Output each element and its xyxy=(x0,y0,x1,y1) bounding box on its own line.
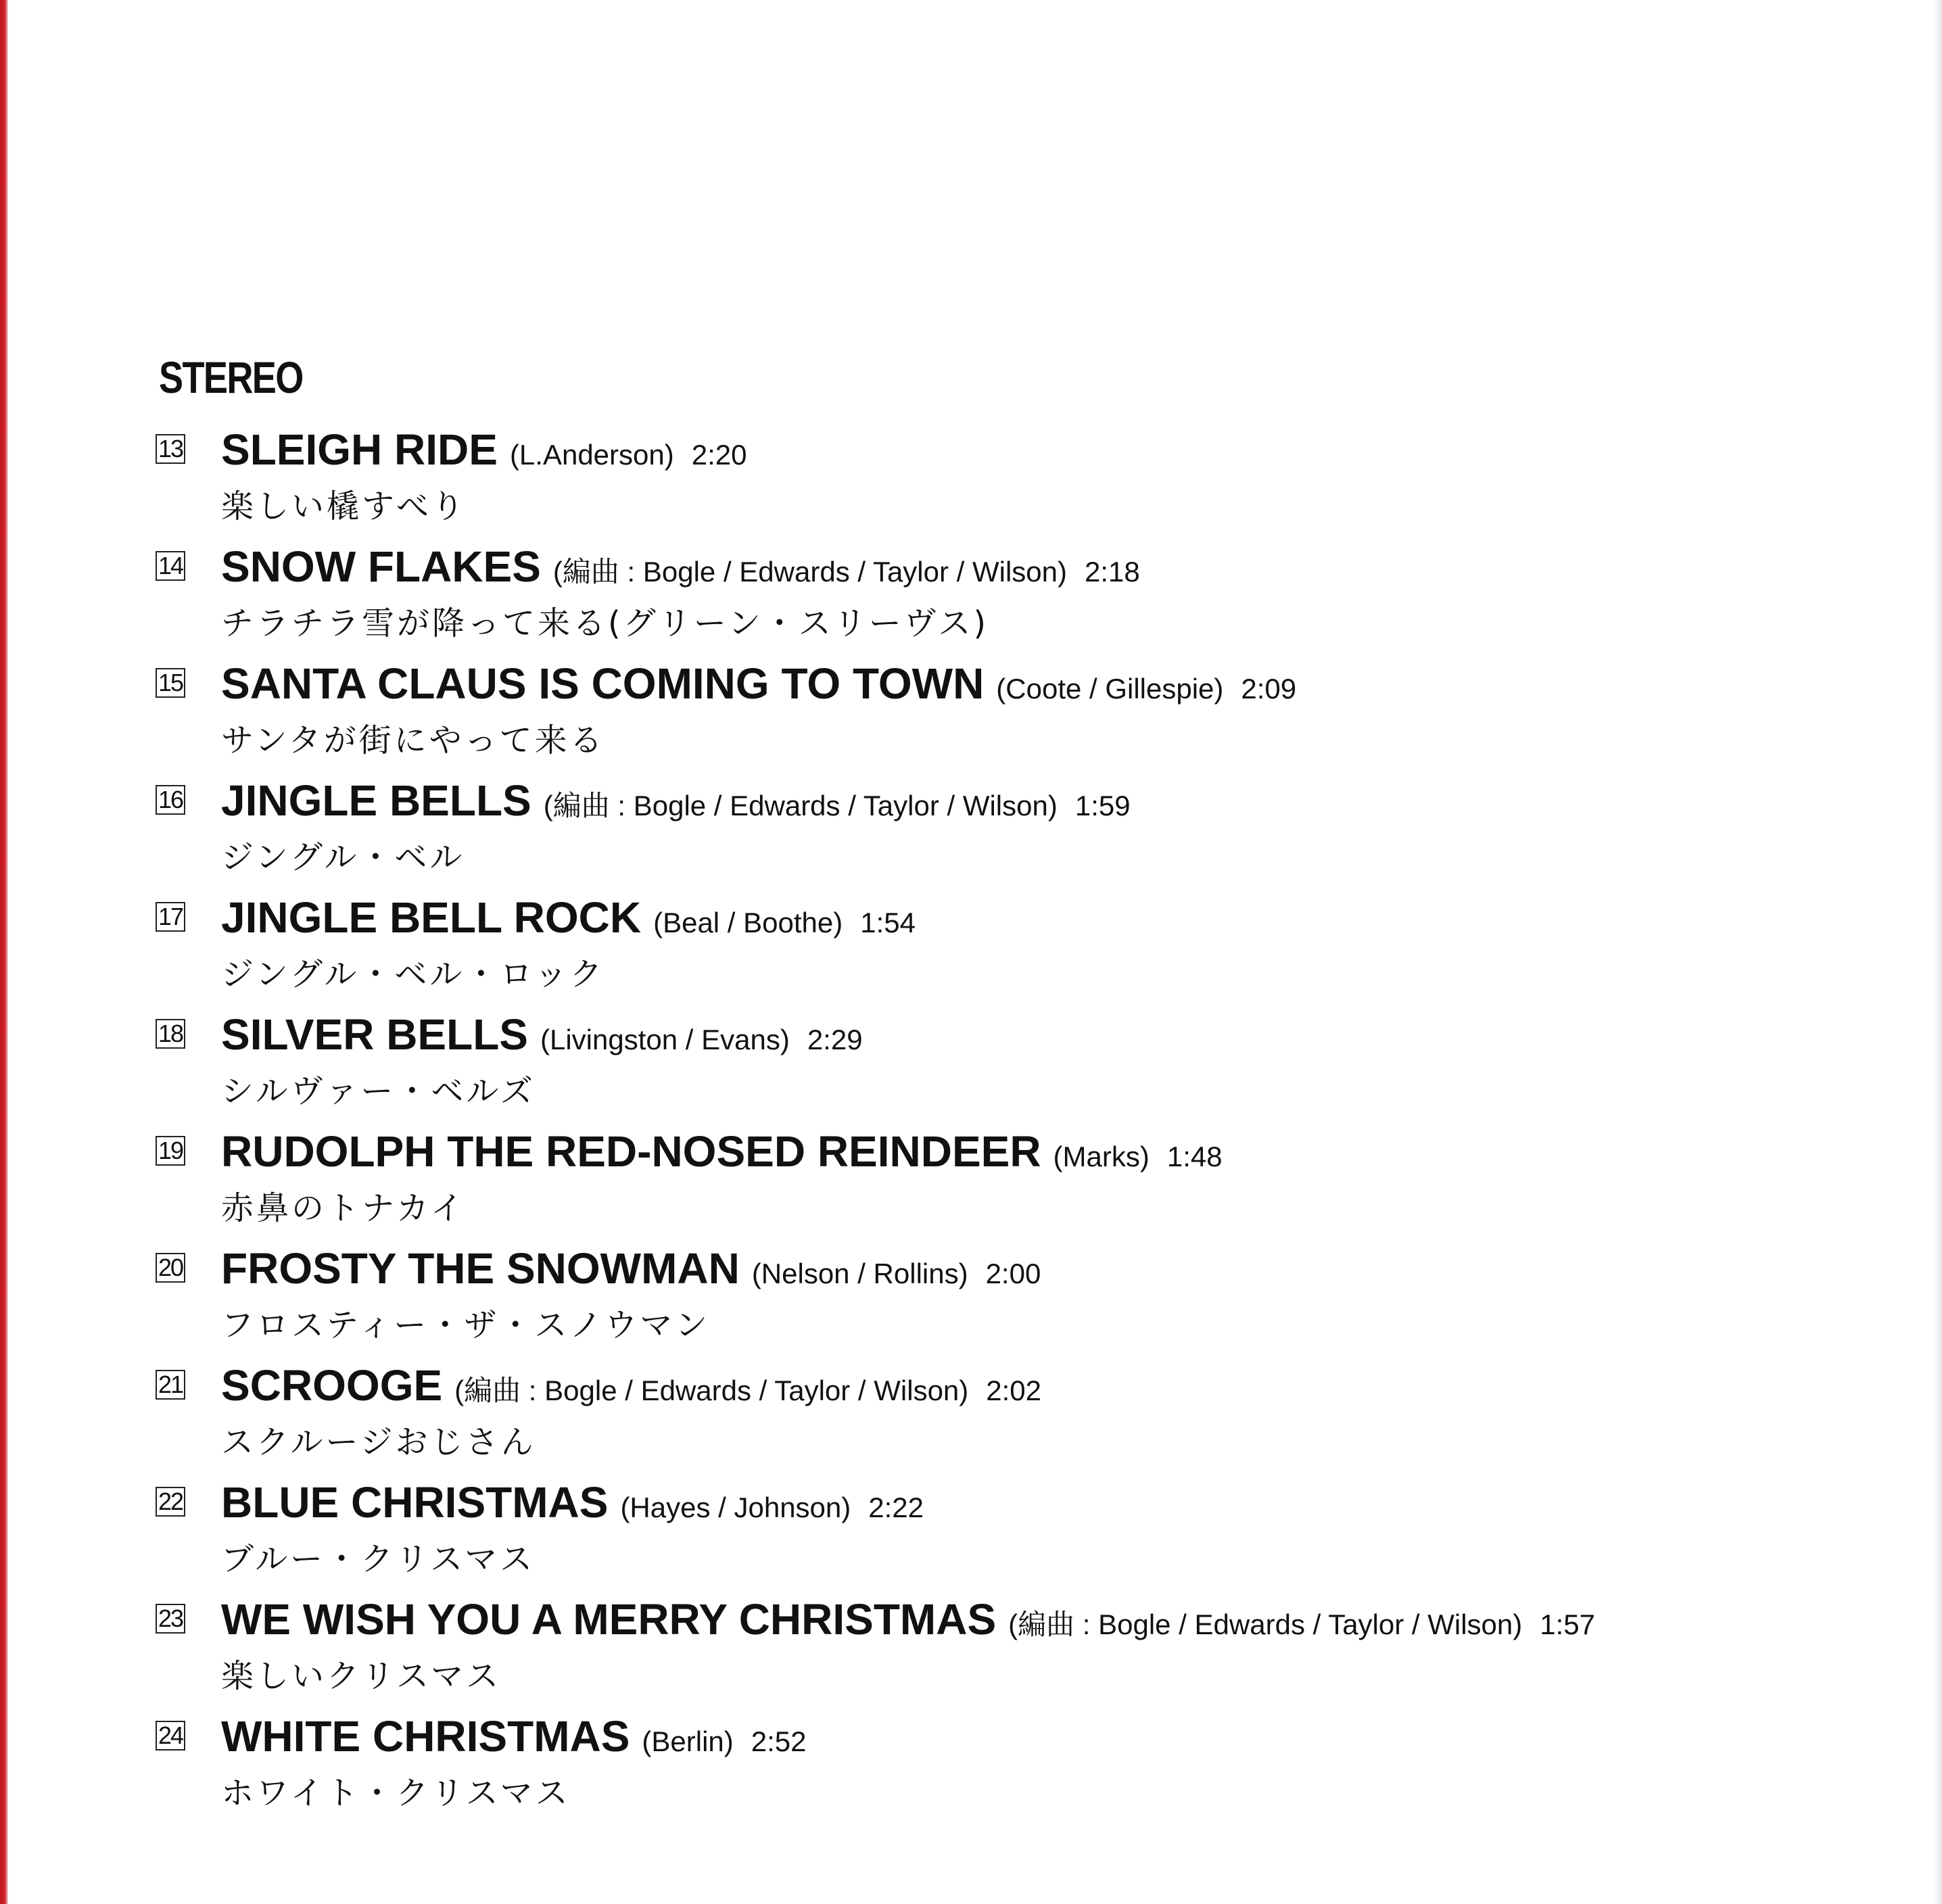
track-credit: (Beal / Boothe) xyxy=(653,907,843,938)
track-number: 24 xyxy=(156,1721,185,1751)
track-title-line xyxy=(221,1243,1041,1293)
track-item xyxy=(150,1706,1841,1823)
track-number: 15 xyxy=(156,668,185,698)
track-credit: (Coote / Gillespie) xyxy=(996,673,1224,705)
track-credit: (Hayes / Johnson) xyxy=(620,1492,851,1523)
track-title: SNOW FLAKES xyxy=(221,542,541,591)
track-credit: (編曲 : Bogle / Edwards / Taylor / Wilson) xyxy=(552,556,1067,588)
track-number: 19 xyxy=(156,1136,185,1166)
track-title-line xyxy=(221,892,916,943)
track-title-line xyxy=(221,1594,1595,1644)
track-title-line xyxy=(221,659,1296,709)
track-title-line xyxy=(221,1360,1041,1410)
track-number: 20 xyxy=(156,1253,185,1283)
track-credit: (Berlin) xyxy=(642,1726,734,1757)
track-duration: 2:29 xyxy=(807,1024,863,1055)
track-list xyxy=(150,419,1841,1823)
track-title-line xyxy=(221,542,1140,592)
track-number: 13 xyxy=(156,434,185,464)
page-fold-shadow xyxy=(1933,0,1942,1904)
track-title: SANTA CLAUS IS COMING TO TOWN xyxy=(221,659,985,708)
track-japanese-title: 赤鼻のトナカイ xyxy=(221,1189,466,1227)
track-japanese-title: ホワイト・クリスマス xyxy=(221,1774,571,1812)
track-number: 21 xyxy=(156,1370,185,1400)
track-title: WE WISH YOU A MERRY CHRISTMAS xyxy=(221,1595,997,1644)
track-japanese-title: チラチラ雪が降って来る(グリーン・スリーヴス) xyxy=(221,604,989,642)
track-duration: 1:54 xyxy=(860,907,916,938)
track-duration: 2:18 xyxy=(1085,556,1140,588)
track-duration: 1:48 xyxy=(1166,1141,1223,1172)
track-title-line xyxy=(221,425,747,475)
track-credit: (Livingston / Evans) xyxy=(540,1024,790,1055)
track-number: 17 xyxy=(156,902,185,932)
track-title: WHITE CHRISTMAS xyxy=(221,1712,630,1761)
track-number: 14 xyxy=(156,551,185,581)
track-item xyxy=(150,653,1841,770)
track-title: RUDOLPH THE RED-NOSED REINDEER xyxy=(221,1127,1041,1176)
track-duration: 2:02 xyxy=(986,1375,1042,1406)
stereo-heading: STEREO xyxy=(159,352,303,402)
track-number: 22 xyxy=(156,1487,185,1517)
track-title: JINGLE BELLS xyxy=(221,776,531,825)
track-title-line xyxy=(221,1009,863,1060)
track-item xyxy=(150,1355,1841,1472)
track-item xyxy=(150,1004,1841,1121)
track-title: JINGLE BELL ROCK xyxy=(221,893,642,942)
track-title-line xyxy=(221,1126,1223,1176)
track-japanese-title: ブルー・クリスマス xyxy=(221,1540,536,1578)
red-page-edge xyxy=(0,0,8,1904)
track-duration: 2:20 xyxy=(691,439,747,471)
track-credit: (編曲 : Bogle / Edwards / Taylor / Wilson) xyxy=(454,1375,969,1406)
track-item xyxy=(150,770,1841,887)
track-item xyxy=(150,1472,1841,1589)
track-duration: 2:09 xyxy=(1241,673,1297,705)
track-japanese-title: フロスティー・ザ・スノウマン xyxy=(221,1306,711,1344)
track-item xyxy=(150,1238,1841,1355)
track-item xyxy=(150,1121,1841,1238)
track-japanese-title: 楽しいクリスマス xyxy=(221,1657,502,1695)
track-duration: 2:52 xyxy=(751,1726,807,1757)
track-item xyxy=(150,536,1841,653)
track-item xyxy=(150,1589,1841,1706)
track-duration: 2:00 xyxy=(985,1258,1041,1289)
track-japanese-title: サンタが街にやって来る xyxy=(221,721,605,759)
track-title: BLUE CHRISTMAS xyxy=(221,1478,609,1527)
track-duration: 1:59 xyxy=(1074,790,1131,822)
track-duration: 2:22 xyxy=(868,1492,924,1523)
track-japanese-title: シルヴァー・ベルズ xyxy=(221,1072,536,1110)
track-credit: (Nelson / Rollins) xyxy=(751,1258,968,1289)
track-item xyxy=(150,887,1841,1004)
track-title: SILVER BELLS xyxy=(221,1010,528,1059)
track-title: FROSTY THE SNOWMAN xyxy=(221,1244,740,1293)
track-item xyxy=(150,419,1841,536)
track-japanese-title: ジングル・ベル xyxy=(221,838,465,876)
track-title: SCROOGE xyxy=(221,1361,443,1410)
track-credit: (Marks) xyxy=(1053,1141,1150,1172)
track-number: 16 xyxy=(156,785,185,815)
track-number: 18 xyxy=(156,1019,185,1049)
track-japanese-title: 楽しい橇すべり xyxy=(221,487,467,525)
track-title-line xyxy=(221,1477,924,1527)
track-title-line xyxy=(221,776,1131,826)
track-credit: (L.Anderson) xyxy=(509,439,674,471)
track-duration: 1:57 xyxy=(1540,1609,1595,1640)
track-number: 23 xyxy=(156,1604,185,1634)
track-credit: (編曲 : Bogle / Edwards / Taylor / Wilson) xyxy=(543,790,1058,822)
track-title-line xyxy=(221,1711,807,1761)
track-title: SLEIGH RIDE xyxy=(221,425,498,474)
track-japanese-title: ジングル・ベル・ロック xyxy=(221,955,605,993)
track-credit: (編曲 : Bogle / Edwards / Taylor / Wilson) xyxy=(1008,1609,1523,1640)
track-japanese-title: スクルージおじさん xyxy=(221,1423,536,1461)
